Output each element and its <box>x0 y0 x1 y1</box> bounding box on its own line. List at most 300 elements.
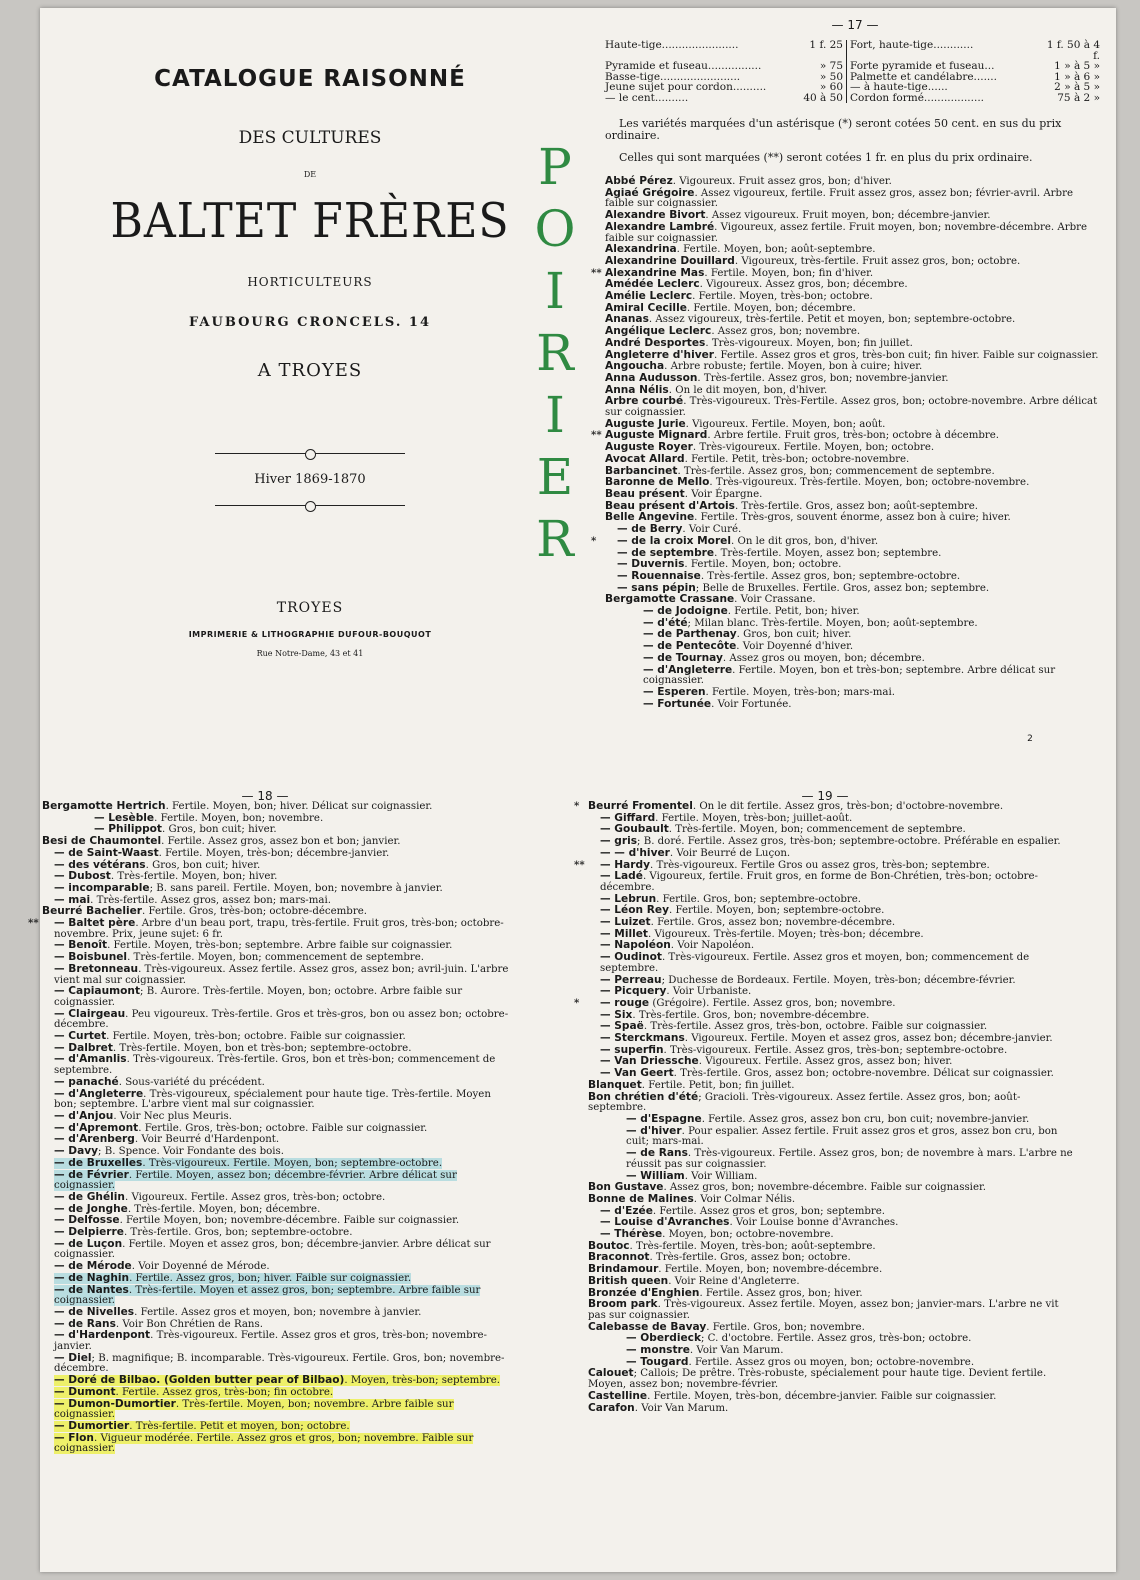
catalog-entry <box>588 905 1078 917</box>
variety-name: Alexandre Bivort <box>605 209 706 222</box>
variety-name: — d'Espagne <box>626 1112 702 1125</box>
catalog-entry <box>588 1391 1078 1403</box>
catalog-sheet <box>28 8 1116 1572</box>
catalog-entry <box>588 824 1078 836</box>
price-cell: » 75 <box>795 61 847 72</box>
variety-description: . Fertile. Assez gros, très-bon; fin octobre. <box>115 1386 334 1398</box>
price-row <box>605 61 1100 72</box>
variety-name: — Duvernis <box>617 558 685 571</box>
page-number-19: — 19 — <box>801 789 849 803</box>
variety-description: . Fertile. Gros, très-bon; octobre. Faible sur coignassier. <box>138 1122 428 1134</box>
variety-name: — d'Arenberg <box>54 1133 135 1146</box>
variety-description: . Fertile. Moyen, très-bon; octobre. <box>692 291 873 303</box>
variety-name: — de Février <box>54 1168 129 1181</box>
variety-description: . Très-vigoureux. Moyen, bon; fin juillet. <box>705 337 913 349</box>
variety-description: . Très-vigoureux. Assez fertile. Assez gros, assez bon; avril-juin. L'arbre vient mal sur coignassier. <box>54 963 509 986</box>
catalog-entry <box>574 996 1078 1010</box>
price-table <box>605 40 1100 103</box>
variety-description: . Fertile. Moyen, bon; septembre-octobre. <box>668 905 885 917</box>
price-cell: 1 f. 25 <box>795 40 847 61</box>
price-cell: 75 à 2 » <box>1057 91 1100 104</box>
variety-description: . Très-fertile. Moyen, bon; commencement de septembre. <box>668 824 966 836</box>
variety-name: Alexandrina <box>605 243 677 256</box>
price-marker: ** <box>591 429 602 442</box>
variety-description: . Voir Beurré de Luçon. <box>669 847 791 859</box>
variety-name: Avocat Allard <box>605 452 685 465</box>
variety-description: . Voir Louise bonne d'Avranches. <box>729 1217 899 1229</box>
variety-name: — Capiaumont <box>54 985 141 998</box>
variety-description: . Très-vigoureux. Fertile. Moyen, bon; septembre-octobre. <box>142 1157 443 1169</box>
price-cell: — à haute-tige...... <box>850 81 948 93</box>
variety-name: Beurré Fromentel <box>588 800 693 812</box>
variety-name: — Thérèse <box>600 1228 663 1241</box>
variety-description: . Voir Van Marum. <box>689 1345 784 1357</box>
variety-name: — Sterckmans <box>600 1032 685 1045</box>
catalog-entry <box>42 1285 512 1307</box>
catalog-entry <box>605 373 1105 385</box>
variety-description: . Très-vigoureux. Fertile. Moyen, bon; octobre. <box>692 442 935 454</box>
variety-description: . Vigoureux. Assez gros, bon; décembre. <box>699 279 908 291</box>
variety-name: Beurré Bachelier <box>42 905 143 918</box>
poirier-letter: R <box>536 510 574 568</box>
variety-name: — sans pépin <box>617 581 696 594</box>
catalog-entry <box>42 1330 512 1352</box>
variety-name: — Rouennaise <box>617 569 701 582</box>
variety-name: — Dalbret <box>54 1041 113 1054</box>
variety-description: . Fertile. Moyen, bon; août-septembre. <box>676 244 876 256</box>
price-cell: Palmette et candélabre....... <box>850 70 997 83</box>
variety-description: . Fertile. Assez gros, bon; hiver. <box>699 1287 863 1299</box>
variety-description: . Voir Crassane. <box>734 594 816 606</box>
catalog-entry <box>588 1241 1078 1253</box>
variety-description: . Très-fertile. Moyen, bon et très-bon; septembre-octobre. <box>112 1042 412 1054</box>
price-marker: ** <box>574 858 585 871</box>
catalog-entry <box>605 350 1105 362</box>
variety-description: . Fertile. Assez gros et gros, bon; septembre. <box>652 1205 886 1217</box>
variety-description: . Très-fertile. Assez gros, bon; novembre-janvier. <box>697 372 949 384</box>
variety-description: . Fertile. Petit, très-bon; octobre-novembre. <box>684 453 910 465</box>
variety-description: . Moyen, très-bon; septembre. <box>344 1375 500 1387</box>
variety-description: . Vigoureux. Très-fertile. Moyen; très-bon; décembre. <box>647 928 924 940</box>
variety-description: . Très-vigoureux. Assez fertile. Moyen, assez bon; janvier-mars. L'arbre ne vit pas sur coignassier. <box>588 1299 1059 1321</box>
variety-description: . Assez gros, bon; novembre. <box>711 326 861 338</box>
variety-name: Angleterre d'hiver <box>605 348 715 361</box>
variety-description: . Fertile. Gros, bon; novembre. <box>706 1321 865 1333</box>
page17-entries <box>591 175 1105 710</box>
catalog-entry <box>42 1170 512 1192</box>
catalog-entry <box>588 848 1078 860</box>
variety-name: — panaché <box>54 1075 119 1088</box>
variety-name: — Six <box>600 1008 633 1021</box>
variety-name: — de Rans <box>626 1147 688 1160</box>
variety-description: . Fertile. Moyen, très-bon; juillet-août. <box>655 812 853 824</box>
variety-name: — Doré de Bilbao. (Golden butter pear of Bilbao) <box>54 1374 345 1387</box>
catalog-entry <box>605 699 1105 711</box>
variety-description: . Voir William. <box>684 1170 758 1182</box>
variety-description: . Vigoureux. Fertile. Moyen, bon; août. <box>685 418 886 430</box>
catalog-entry <box>574 800 1078 813</box>
variety-description: . Voir Reine d'Angleterre. <box>668 1275 800 1287</box>
catalog-entry <box>605 665 1105 687</box>
variety-description: . Vigueur modérée. Fertile. Assez gros et gros, bon; novembre. Faible sur coignassier. <box>54 1432 474 1455</box>
variety-description: . Voir Urbaniste. <box>666 986 752 998</box>
variety-description: . Très-fertile. Moyen, bon; décembre. <box>127 1203 321 1215</box>
variety-name: Brindamour <box>588 1263 659 1276</box>
price-cell: Pyramide et fuseau................ <box>605 60 762 72</box>
price-cell: Jeune sujet pour cordon.......... <box>605 81 767 93</box>
variety-name: — de Mérode <box>54 1260 132 1273</box>
catalog-entry <box>42 1089 512 1111</box>
variety-description: . Très-fertile. Moyen, très-bon; août-septembre. <box>629 1240 876 1252</box>
variety-description: . On le dit gros, bon, d'hiver. <box>731 535 879 547</box>
variety-name: — de Nantes <box>54 1283 129 1296</box>
catalog-entry <box>42 1134 512 1146</box>
variety-name: Amélie Leclerc <box>605 290 693 303</box>
variety-description: . Peu vigoureux. Très-fertile. Gros et très-gros, bon ou assez bon; octobre-décembre. <box>54 1008 509 1031</box>
page-number-17: — 17 — <box>831 18 879 32</box>
variety-name: Carafon <box>588 1401 635 1414</box>
variety-name: — rouge <box>600 996 650 1009</box>
variety-description: . Voir Doyenné d'hiver. <box>736 641 854 653</box>
catalog-entry <box>42 883 512 895</box>
variety-description: . Vigoureux. Fruit assez gros, bon; d'hiver. <box>672 176 892 187</box>
catalog-entry <box>605 222 1105 244</box>
variety-description: . Gros, bon cuit; hiver. <box>145 859 261 871</box>
catalog-entry <box>42 1054 512 1076</box>
printer-address: Rue Notre-Dame, 43 et 41 <box>256 649 364 658</box>
variety-description: . Fertile. Moyen, bon; hiver. Délicat sur coignassier. <box>165 801 433 812</box>
poirier-letter: I <box>545 386 565 444</box>
catalog-entry <box>588 1092 1078 1114</box>
price-cell: » 50 <box>795 72 847 83</box>
catalog-entry <box>605 303 1105 315</box>
variety-description: . On le dit moyen, bon, d'hiver. <box>668 384 828 396</box>
variety-description: . Fertile. Assez gros et gros, très-bon cuit; fin hiver. Faible sur coignassier. <box>714 349 1099 361</box>
variety-description: . Très-fertile. Petit et moyen, bon; octobre. <box>129 1420 350 1432</box>
variety-description: . Fertile. Très-gros, souvent énorme, assez bon à cuire; hiver. <box>694 512 1011 524</box>
catalog-entry <box>42 1009 512 1031</box>
horticulteurs-line: HORTICULTEURS <box>247 275 373 289</box>
variety-name: — Perreau <box>600 973 662 986</box>
variety-description: . Très-fertile. Moyen, bon; hiver. <box>110 871 278 883</box>
variety-name: — des vétérans <box>54 858 146 871</box>
catalog-entry <box>588 917 1078 929</box>
variety-name: — de Bruxelles <box>54 1156 143 1169</box>
variety-name: Angélique Leclerc <box>605 325 712 338</box>
variety-description: . Arbre fertile. Fruit gros, très-bon; octobre à décembre. <box>707 430 1000 442</box>
variety-description: . Pour espalier. Assez fertile. Fruit assez gros et gros, assez bon cru, bon cuit; mars-mai. <box>626 1125 1058 1148</box>
variety-name: Auguste Jurie <box>605 417 686 430</box>
variety-description: . Assez gros ou moyen, bon; décembre. <box>722 652 925 664</box>
price-cell: 2 » à 5 » <box>1054 81 1100 93</box>
variety-description: . Voir Beurré d'Hardenpont. <box>134 1134 280 1146</box>
variety-description: . Assez vigoureux, fertile. Fruit assez gros, assez bon; février-avril. Arbre faible sur coignassier. <box>605 187 1073 210</box>
variety-name: — d'été <box>643 616 688 629</box>
variety-description: . Très-vigoureux. Fertile Gros ou assez gros, très-bon; septembre. <box>650 859 990 871</box>
variety-description: . Très-fertile. Gros, assez bon; octobre-novembre. Délicat sur coignassier. <box>673 1068 1054 1080</box>
catalog-entry <box>42 964 512 986</box>
variety-name: — Baltet père <box>54 917 136 930</box>
variety-description: . Arbre d'un beau port, trapu, très-fertile. Fruit gros, très-bon; octobre-novembre. Prix, jeune sujet: 6 fr. <box>54 918 504 940</box>
variety-description: . Voir Bon Chrétien de Rans. <box>115 1318 263 1330</box>
variety-name: André Desportes <box>605 336 706 349</box>
variety-name: — de Rans <box>54 1317 116 1330</box>
catalog-entry <box>588 1357 1078 1369</box>
variety-name: — Tougard <box>626 1355 689 1368</box>
variety-name: Anna Audusson <box>605 371 698 384</box>
variety-description: . Fertile. Moyen, très-bon, décembre-janvier. Faible sur coignassier. <box>647 1390 997 1402</box>
catalog-entry <box>588 1126 1078 1148</box>
variety-name: — Napoléon <box>600 939 671 952</box>
address-line: FAUBOURG CRONCELS. 14 <box>188 315 432 330</box>
variety-name: Besi de Chaumontel <box>42 835 162 848</box>
variety-name: — Hardy <box>600 858 651 871</box>
variety-name: Calouet <box>588 1367 634 1380</box>
variety-name: — Léon Rey <box>600 904 669 917</box>
variety-description: . Très-vigoureux. Fertile. Assez gros, très-bon; septembre-octobre. <box>663 1044 1008 1056</box>
variety-name: — de Luçon <box>54 1237 123 1250</box>
variety-description: . Fertile. Assez gros ou moyen, bon; octobre-novembre. <box>688 1356 975 1368</box>
variety-description: . Très-vigoureux. Très-fertile. Moyen, bon; octobre-novembre. <box>709 477 1030 489</box>
price-cell: » 60 <box>795 82 847 93</box>
variety-name: — d'Anjou <box>54 1109 114 1122</box>
catalog-entry <box>42 1433 512 1455</box>
catalog-entry <box>42 1421 512 1433</box>
city-line: A TROYES <box>257 360 363 381</box>
variety-description: . Fertile. Moyen, bon; décembre. <box>686 302 856 314</box>
variety-description: ; Duchesse de Bordeaux. Fertile. Moyen, très-bon; décembre-février. <box>661 974 1016 986</box>
variety-name: — Ladé <box>600 870 643 883</box>
variety-name: Angoucha <box>605 360 665 373</box>
variety-description: ; B. Spence. Voir Fondante des bois. <box>98 1146 285 1158</box>
variety-name: — Oudinot <box>600 951 662 964</box>
catalog-entry <box>588 1299 1078 1321</box>
page19-entries <box>574 800 1078 1414</box>
printer-city: TROYES <box>276 600 344 616</box>
signature-mark: 2 <box>1027 734 1033 744</box>
variety-name: Barbancinet <box>605 464 678 477</box>
note-double-asterisk: Celles qui sont marquées (**) seront cotées 1 fr. en plus du prix ordinaire. <box>619 151 1033 164</box>
variety-name: — Davy <box>54 1145 99 1158</box>
catalog-entry <box>42 986 512 1008</box>
variety-description: (Grégoire). Fertile. Assez gros, bon; novembre. <box>649 997 896 1009</box>
variety-description: . Voir Fortunée. <box>711 698 792 710</box>
variety-name: — de Parthenay <box>643 628 737 641</box>
catalog-heading: CATALOGUE RAISONNÉ <box>154 66 466 92</box>
price-cell: Haute-tige....................... <box>605 39 739 51</box>
variety-description: . Très-vigoureux. Fertile. Assez gros et moyen, bon; commencement de septembre. <box>600 952 1030 974</box>
variety-description: . Moyen, bon; octobre-novembre. <box>662 1229 834 1241</box>
variety-name: — Philippot <box>94 823 162 836</box>
variety-name: — Dumortier <box>54 1419 130 1432</box>
variety-description: . Voir Nec plus Meuris. <box>113 1110 233 1122</box>
variety-name: Bon chrétien d'été <box>588 1090 699 1103</box>
variety-description: . Très-vigoureux. Fertile. Assez gros et gros, très-bon; novembre-janvier. <box>54 1330 487 1353</box>
variety-name: Alexandre Lambré <box>605 220 715 233</box>
variety-description: . Vigoureux. Fertile. Assez gros, assez bon; hiver. <box>698 1056 953 1068</box>
variety-description: . Fertile. Moyen, bon; novembre-décembre. <box>658 1264 883 1276</box>
variety-name: — d'hiver <box>626 1124 682 1137</box>
variety-name: British queen <box>588 1274 669 1287</box>
variety-description: ; B. sans pareil. Fertile. Moyen, bon; novembre à janvier. <box>149 882 443 894</box>
variety-name: — de la croix Morel <box>617 534 732 547</box>
variety-name: Anna Nélis <box>605 383 669 396</box>
variety-name: — de Berry <box>617 523 683 536</box>
variety-description: . Très-fertile. Gros, assez bon; août-septembre. <box>734 500 979 512</box>
variety-description: . Très-vigoureux. Très-Fertile. Assez gros, bon; octobre-novembre. Arbre délicat sur coignassier. <box>605 396 1098 419</box>
variety-description: . Fertile. Gros, très-bon; octobre-décembre. <box>142 906 367 918</box>
variety-description: . Fertile. Moyen et assez gros, bon; décembre-janvier. Arbre délicat sur coignassier. <box>54 1238 491 1261</box>
poirier-letter: R <box>536 324 574 382</box>
variety-description: . Fertile. Moyen, très-bon; octobre. Faible sur coignassier. <box>106 1031 406 1043</box>
variety-name: — d'Angleterre <box>54 1087 144 1100</box>
variety-description: . Très-fertile. Assez gros, bon; septembre-octobre. <box>700 570 961 582</box>
variety-name: — Millet <box>600 927 648 940</box>
firm-name: BALTET FRÈRES <box>110 193 510 249</box>
catalog-entry <box>42 860 512 872</box>
variety-name: — monstre <box>626 1344 690 1357</box>
price-cell: Cordon formé.................. <box>850 91 984 104</box>
variety-description: . Fertile. Petit, bon; fin juillet. <box>641 1079 795 1091</box>
price-row <box>605 93 1100 104</box>
variety-name: — gris <box>600 835 638 848</box>
variety-description: . Très-fertile. Gros, bon; novembre-décembre. <box>632 1009 870 1021</box>
variety-description: . Fertile. Moyen, très-bon; septembre. Arbre faible sur coignassier. <box>107 940 453 952</box>
variety-name: Abbé Pérez <box>605 175 673 187</box>
variety-name: Bergamotte Hertrich <box>42 800 166 812</box>
variety-name: — Boisbunel <box>54 951 128 964</box>
variety-name: — superfin <box>600 1043 664 1056</box>
catalog-entry <box>588 1068 1078 1080</box>
variety-name: — Giffard <box>600 811 656 824</box>
variety-name: — William <box>626 1169 685 1182</box>
variety-name: — Esperen <box>643 685 706 698</box>
variety-name: Braconnot <box>588 1251 650 1264</box>
catalog-entry <box>28 917 512 940</box>
catalog-entry <box>588 1229 1078 1241</box>
variety-description: . Très-vigoureux. Très-fertile. Gros, bon et très-bon; commencement de septembre. <box>54 1054 496 1077</box>
poirier-letter: P <box>538 138 572 196</box>
variety-description: . Fertile. Moyen, assez bon; décembre-février. Arbre délicat sur coignassier. <box>54 1169 457 1192</box>
variety-name: — de Ghélin <box>54 1190 125 1203</box>
variety-name: Auguste Mignard <box>605 429 708 442</box>
variety-description: . Très-fertile. Assez gros, assez bon; mars-mai. <box>90 894 331 906</box>
variety-name: Bonne de Malines <box>588 1192 694 1205</box>
variety-name: Bronzée d'Enghien <box>588 1286 700 1299</box>
variety-description: . Fertile. Gros, bon; septembre-octobre. <box>656 893 861 905</box>
variety-description: . Vigoureux. Fertile. Assez gros, très-bon; octobre. <box>124 1191 386 1203</box>
variety-name: — Goubault <box>600 823 669 836</box>
price-marker: * <box>591 534 597 547</box>
variety-name: — incomparable <box>54 881 150 894</box>
ornament-rule-top <box>215 453 405 454</box>
catalog-entry <box>605 454 1105 466</box>
printer-name: IMPRIMERIE & LITHOGRAPHIE DUFOUR-BOUQUOT <box>188 630 432 639</box>
catalog-entry <box>42 1239 512 1261</box>
variety-description: . Voir Épargne. <box>684 488 763 500</box>
variety-description: . Assez vigoureux. Fruit moyen, bon; décembre-janvier. <box>705 210 991 222</box>
variety-name: Belle Angevine <box>605 511 695 524</box>
poirier-letter: I <box>545 262 565 320</box>
variety-name: — d'Ezée <box>600 1204 653 1217</box>
variety-description: ; Milan blanc. Très-fertile. Moyen, bon; août-septembre. <box>687 617 978 629</box>
ornament-rule-bottom <box>215 505 405 506</box>
catalog-entry <box>588 1288 1078 1300</box>
variety-name: — Curtet <box>54 1030 107 1043</box>
variety-description: . Fertile. Moyen, bon; octobre. <box>684 559 842 571</box>
variety-name: Castelline <box>588 1389 648 1402</box>
price-cell: Forte pyramide et fuseau... <box>850 60 995 72</box>
variety-name: Alexandrine Mas <box>605 266 705 279</box>
variety-name: Auguste Royer <box>605 441 693 454</box>
variety-description: ; B. doré. Fertile. Assez gros, très-bon; septembre-octobre. Préférable en espalier. <box>637 836 1061 848</box>
de-line: DE <box>303 170 317 179</box>
variety-name: — Benoît <box>54 939 108 952</box>
variety-description: . Fertile. Moyen, bon et très-bon; septembre. Arbre délicat sur coignassier. <box>643 664 1056 687</box>
variety-description: . Assez vigoureux, très-fertile. Petit et moyen, bon; septembre-octobre. <box>648 314 1016 326</box>
variety-description: . Très-fertile. Gros, assez bon; octobre. <box>649 1252 851 1264</box>
variety-description: . Voir Colmar Nélis. <box>693 1193 796 1205</box>
variety-name: — Diel <box>54 1351 92 1364</box>
variety-description: . Vigoureux, fertile. Fruit gros, en forme de Bon-Chrétien, très-bon; octobre-décembre. <box>600 871 1038 893</box>
catalog-entry <box>588 1010 1078 1022</box>
catalog-entry <box>588 1368 1078 1390</box>
catalog-entry <box>588 1403 1078 1415</box>
variety-name: — Picquery <box>600 985 667 998</box>
variety-name: — Van Geert <box>600 1067 674 1080</box>
season-line: Hiver 1869-1870 <box>254 472 366 487</box>
page-number-18: — 18 — <box>241 789 289 803</box>
variety-description: ; C. d'octobre. Fertile. Assez gros, très-bon; octobre. <box>701 1333 972 1345</box>
price-marker: ** <box>28 917 39 930</box>
variety-name: — Lebrun <box>600 892 657 905</box>
note-asterisk: Les variétés marquées d'un astérisque (*) seront cotées 50 cent. en sus du prix ordinaire. <box>605 117 1062 142</box>
variety-description: . Fertile. Gros, assez bon; novembre-décembre. <box>650 917 896 929</box>
variety-description: . Voir Van Marum. <box>634 1402 729 1414</box>
variety-description: . Arbre robuste; fertile. Moyen, bon à cuire; hiver. <box>664 361 923 373</box>
variety-name: — Louise d'Avranches <box>600 1216 730 1229</box>
price-marker: ** <box>591 266 602 279</box>
variety-description: . Assez gros, bon; novembre-décembre. Faible sur coignassier. <box>663 1182 986 1194</box>
variety-name: Bergamotte Crassane <box>605 593 735 606</box>
variety-name: Agiaé Grégoire <box>605 186 695 199</box>
variety-name: Arbre courbé <box>605 395 684 408</box>
variety-description: . Vigoureux, très-fertile. Fruit assez gros, bon; octobre. <box>734 255 1021 267</box>
variety-name: Blanquet <box>588 1078 642 1091</box>
variety-name: — mai <box>54 893 91 906</box>
variety-name: — Dumon-Dumortier <box>54 1397 176 1410</box>
variety-description: . Très-vigoureux, spécialement pour haute tige. Très-fertile. Moyen bon; septembre. L'arbre vient mal sur coignassier. <box>54 1088 491 1111</box>
price-cell: 1 » à 6 » <box>1054 70 1100 83</box>
variety-description: ; Gracioli. Très-vigoureux. Assez fertile. Assez gros, bon; août-septembre. <box>588 1091 1021 1114</box>
variety-description: . Fertile. Assez gros, bon; hiver. Faible sur coignassier. <box>129 1272 412 1284</box>
catalog-entry <box>588 871 1078 893</box>
variety-name: — d'Hardenpont <box>54 1329 151 1342</box>
price-cell: Basse-tige........................ <box>605 70 741 83</box>
variety-name: — de septembre <box>617 546 715 559</box>
variety-description: . Très-fertile. Assez gros, bon; commencement de septembre. <box>677 465 995 477</box>
variety-description: . Très-fertile. Moyen, bon; novembre. Arbre faible sur coignassier. <box>54 1398 454 1421</box>
variety-name: — de Saint-Waast <box>54 846 159 859</box>
variety-name: — d'Apremont <box>54 1121 139 1134</box>
price-cell: 40 à 50 <box>795 93 847 104</box>
page18-entries <box>28 800 512 1455</box>
price-marker: * <box>574 800 580 812</box>
variety-description: . Vigoureux. Fertile. Moyen et assez gros, assez bon; décembre-janvier. <box>684 1033 1053 1045</box>
price-marker: * <box>574 996 580 1009</box>
variety-description: ; Callois; De prêtre. Très-robuste, spécialement pour haute tige. Devient fertile. Moyen, assez bon; novembre-février. <box>588 1368 1047 1391</box>
variety-name: Ananas <box>605 313 649 326</box>
